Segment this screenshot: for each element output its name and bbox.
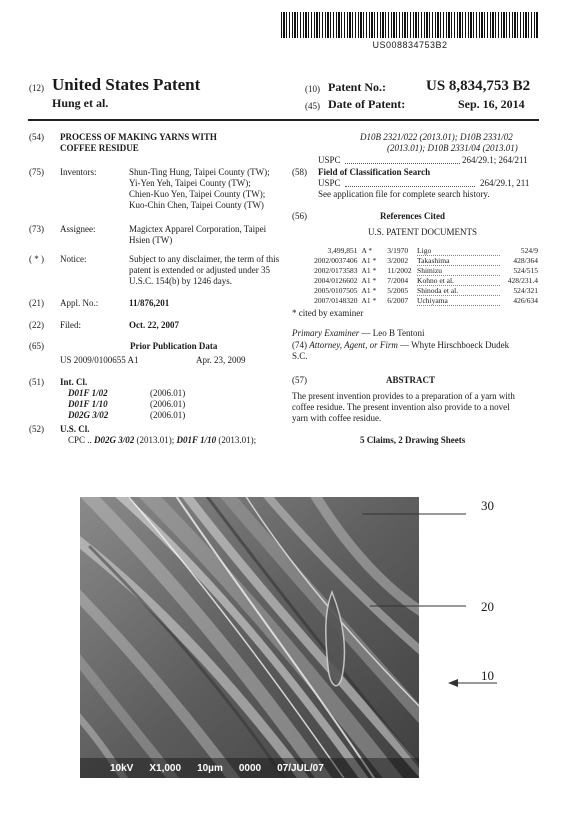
attorney-name-line2: S.C. (292, 351, 308, 361)
inventor-line: Chien-Kuo Yen, Taipei County (TW); (129, 189, 266, 199)
reference-row: 3,499,851 A * 3/1970 Ligo 524/9 (327, 246, 538, 255)
date-label: Date of Patent: (328, 97, 406, 111)
abstract-heading: ABSTRACT (386, 375, 436, 385)
int-cl-class: D01F 1/10 (68, 399, 108, 409)
filed-value: Oct. 22, 2007 (129, 320, 179, 330)
cpc-continued-line1: D10B 2321/022 (2013.01); D10B 2331/02 (360, 132, 513, 142)
prior-pub-number: US 2009/0100655 A1 (60, 355, 139, 365)
notice-line: Subject to any disclaimer, the term of this (129, 254, 280, 264)
sem-scale: 10µm (197, 762, 223, 774)
code-52: (52) (29, 424, 44, 434)
sem-id: 0000 (238, 762, 262, 774)
reference-row: 2002/0037406 A1 * 3/2002 Takashima 428/364 (314, 256, 538, 265)
code-65: (65) (29, 341, 44, 351)
inventor-short: Hung et al. (52, 96, 109, 110)
cpc-class: D01F 1/10 (176, 435, 217, 445)
reference-row: 2002/0173583 A1 * 11/2002 Shimizu 524/515 (314, 266, 538, 275)
cpc-label: CPC .. (68, 435, 92, 445)
cpc-continued-line2: (2013.01); D10B 2331/04 (2013.01) (387, 143, 518, 153)
notice-line: patent is extended or adjusted under 35 (129, 265, 270, 275)
claims-summary: 5 Claims, 2 Drawing Sheets (360, 435, 466, 445)
us-cl-label: U.S. Cl. (60, 424, 90, 434)
field-search-note: See application file for complete search history. (318, 189, 490, 199)
sem-magnification: X1,000 (149, 762, 182, 774)
code-21: (21) (29, 298, 44, 308)
code-notice: ( * ) (29, 254, 44, 264)
code-12: (12) (29, 83, 44, 93)
code-75: (75) (29, 167, 44, 177)
int-cl-version: (2006.01) (150, 410, 186, 420)
abstract-line: yarn with coffee residue. (292, 413, 382, 423)
attorney-label: Attorney, Agent, or Firm (309, 340, 398, 350)
barcode-number: US008834753B2 (372, 40, 448, 50)
field-uspc-value: 264/29.1, 211 (480, 178, 530, 188)
notice-label: Notice: (60, 254, 87, 264)
patent-date: Sep. 16, 2014 (458, 97, 525, 111)
callout-label: 30 (481, 498, 494, 513)
us-patent-docs-heading: U.S. PATENT DOCUMENTS (368, 227, 478, 237)
appl-no-label: Appl. No.: (60, 298, 99, 308)
reference-row: 2004/0126602 A1 * 7/2004 Kohno et al. 428/231.4 (314, 276, 538, 285)
invention-title-line2: COFFEE RESIDUE (60, 143, 139, 153)
int-cl-class: D02G 3/02 (68, 410, 109, 420)
attorney-name: Whyte Hirschboeck Dudek (411, 340, 510, 350)
cpc-class: D02G 3/02 (94, 435, 135, 445)
code-56: (56) (292, 211, 307, 221)
int-cl-version: (2006.01) (150, 399, 186, 409)
inventors-label: Inventors: (60, 167, 97, 177)
code-51: (51) (29, 377, 44, 387)
code-57: (57) (292, 375, 307, 385)
prior-pub-date: Apr. 23, 2009 (196, 355, 246, 365)
field-search-heading: Field of Classification Search (318, 167, 431, 177)
examiner-label: Primary Examiner (292, 328, 360, 338)
cpc-version: (2013.01); (136, 435, 175, 445)
filed-label: Filed: (60, 320, 82, 330)
int-cl-class: D01F 1/02 (68, 388, 108, 398)
code-74: (74) (292, 340, 307, 350)
reference-row: 2007/0148320 A1 * 6/2007 Uchiyama 426/634 (314, 296, 538, 305)
notice-line: U.S.C. 154(b) by 1246 days. (129, 276, 232, 286)
code-10: (10) (305, 84, 320, 94)
uspc-value: 264/29.1; 264/211 (462, 155, 528, 165)
sem-voltage: 10kV (110, 762, 134, 774)
attorney-line: (74) Attorney, Agent, or Firm — Whyte Hirschboeck Dudek (292, 340, 510, 350)
callout-label: 10 (481, 668, 494, 683)
inventor-line: Shun-Ting Hung, Taipei County (TW); (129, 167, 270, 177)
sem-date: 07/JUL/07 (277, 762, 324, 774)
code-22: (22) (29, 320, 44, 330)
cited-footnote: * cited by examiner (292, 308, 364, 318)
code-73: (73) (29, 224, 44, 234)
code-45: (45) (305, 101, 320, 111)
cpc-version: (2013.01); (218, 435, 257, 445)
int-cl-label: Int. Cl. (60, 377, 88, 387)
references-heading: References Cited (380, 211, 446, 221)
invention-title-line1: PROCESS OF MAKING YARNS WITH (60, 132, 217, 142)
doc-type-title: United States Patent (52, 75, 201, 94)
assignee-line: Hsien (TW) (129, 235, 173, 245)
field-uspc-label: USPC (318, 178, 341, 188)
patent-number: US 8,834,753 B2 (426, 78, 531, 94)
callout-label: 20 (481, 599, 494, 614)
inventor-line: Yi-Yen Yeh, Taipei County (TW); (129, 178, 251, 188)
inventor-line: Kuo-Chin Chen, Taipei County (TW) (129, 200, 264, 210)
reference-row: 2005/0107505 A1 * 5/2005 Shinoda et al. 524/321 (314, 286, 538, 295)
primary-examiner: Primary Examiner — Leo B Tentoni (292, 328, 425, 338)
appl-no-value: 11/876,201 (129, 298, 170, 308)
int-cl-version: (2006.01) (150, 388, 186, 398)
patent-no-label: Patent No.: (328, 80, 386, 94)
code-54: (54) (29, 132, 44, 142)
examiner-name: Leo B Tentoni (372, 328, 425, 338)
abstract-line: coffee residue. The present invention also provide to a novel (292, 402, 510, 412)
code-58: (58) (292, 167, 307, 177)
assignee-line: Magictex Apparel Corporation, Taipei (129, 224, 267, 234)
assignee-label: Assignee: (60, 224, 96, 234)
uspc-label: USPC (318, 155, 341, 165)
prior-pub-heading: Prior Publication Data (130, 341, 218, 351)
abstract-line: The present invention provides to a preparation of a yarn with (292, 391, 515, 401)
